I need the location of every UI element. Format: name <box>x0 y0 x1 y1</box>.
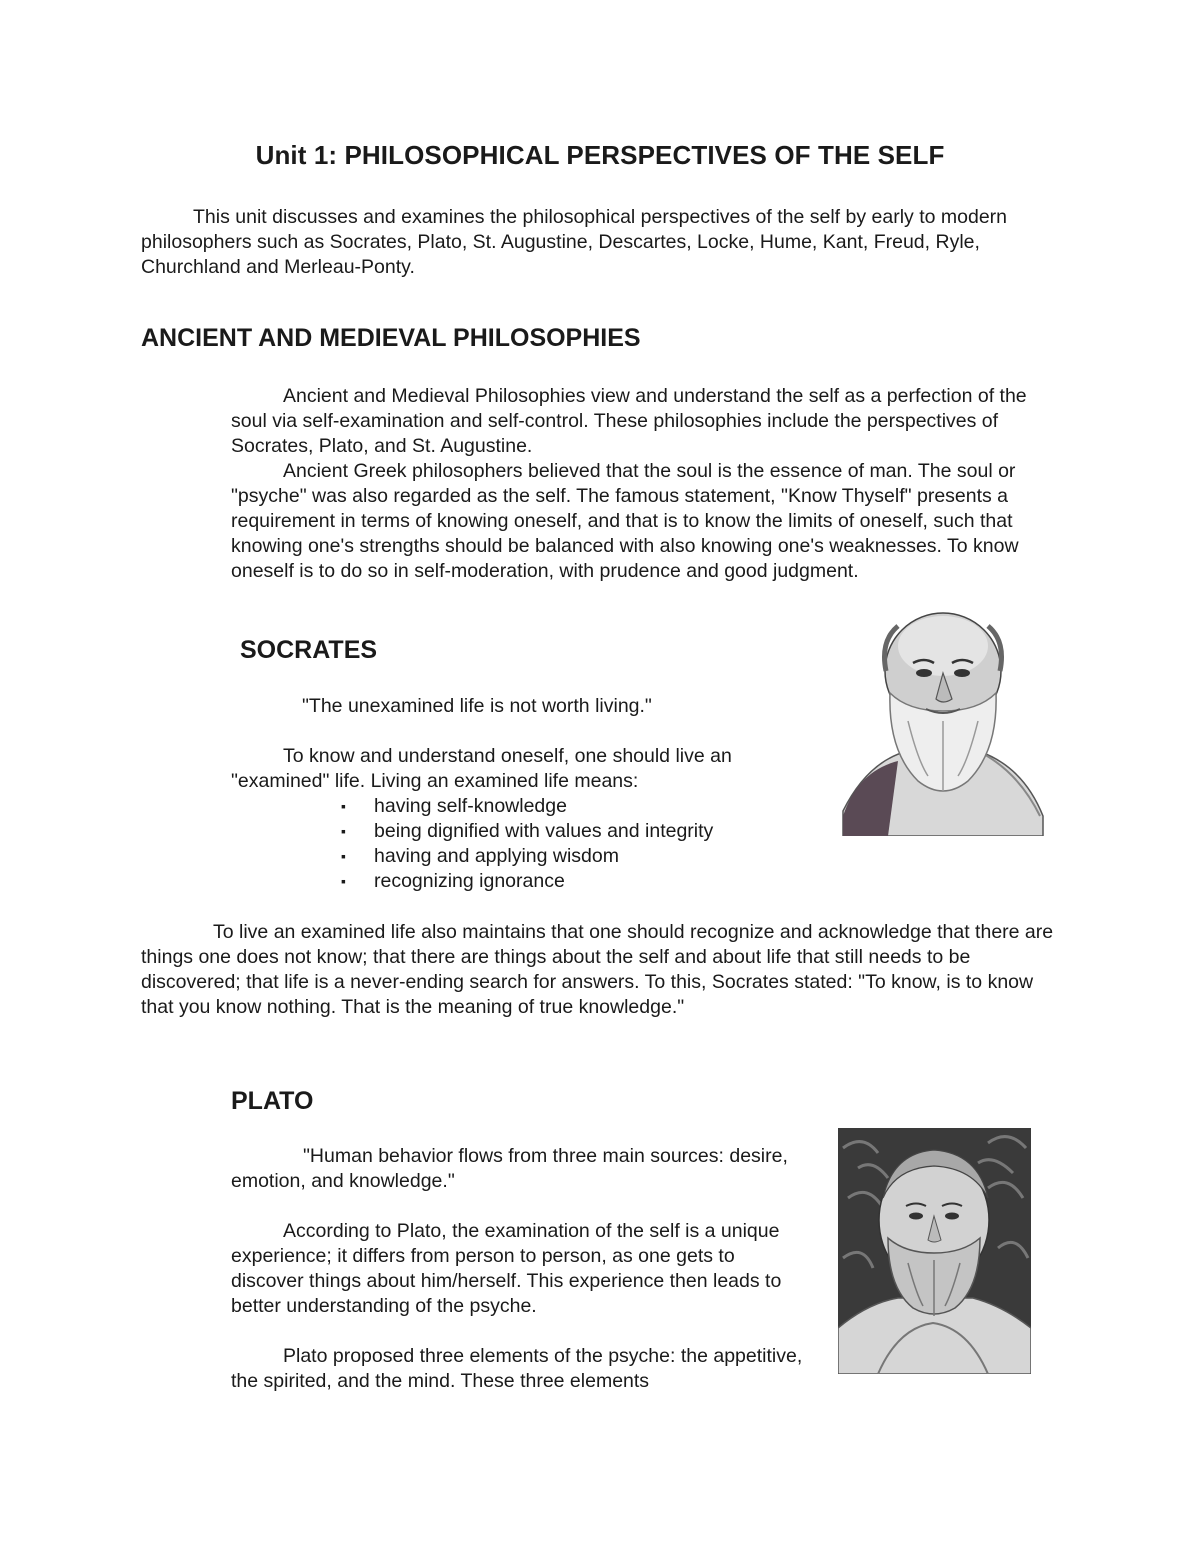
plato-heading: PLATO <box>231 1087 314 1115</box>
bullet-icon: ▪ <box>341 823 346 839</box>
plato-quote: "Human behavior flows from three main sources: desire, emotion, and knowledge." <box>231 1145 788 1192</box>
list-item: ▪ recognizing ignorance <box>341 870 565 892</box>
intro-paragraph: This unit discusses and examines the philosophical perspectives of the self by early to modern philosophers such as Socrates, Plato, St. Augustine, Descartes, Locke, Hume, Kant, Freud, Ryle, Churchland and Merleau-Ponty. <box>141 206 1008 278</box>
socrates-closing-paragraph: To live an examined life also maintains that one should recognize and acknowledge that there are things one does not know; that there are things about the self and about life that still needs to be discovered; that life is a never-ending search for answers. To this, Socrates stated: "To know, is to know that you know nothing. That is the meaning of true knowledge." <box>141 921 1054 1018</box>
bullet-icon: ▪ <box>341 798 346 814</box>
bullet-icon: ▪ <box>341 848 346 864</box>
list-item: ▪ having self-knowledge <box>341 795 567 817</box>
socrates-heading: SOCRATES <box>240 636 378 664</box>
plato-portrait <box>838 1128 1031 1374</box>
list-item: ▪ having and applying wisdom <box>341 845 619 867</box>
section-paragraph-2: Ancient Greek philosophers believed that the soul is the essence of man. The soul or "psyche" was also regarded as the self. The famous statement, "Know Thyself" presents a requirement in terms of knowing oneself, and that is to know the limits of oneself, such that knowing one's strengths should be balanced with also knowing one's weaknesses. To know oneself is to do so in self-moderation, with prudence and good judgment. <box>231 460 1019 582</box>
socrates-bullet-list <box>341 794 874 894</box>
section-paragraph-1: Ancient and Medieval Philosophies view and understand the self as a perfection of the soul via self-examination and self-control. These philosophies include the perspectives of Socrates, Plato, and St. Augustine. <box>231 385 1027 457</box>
socrates-quote: "The unexamined life is not worth living." <box>302 695 652 717</box>
plato-paragraph-2: Plato proposed three elements of the psyche: the appetitive, the spirited, and the mind. These three elements <box>231 1345 803 1392</box>
page-title: Unit 1: PHILOSOPHICAL PERSPECTIVES OF THE SELF <box>255 140 945 170</box>
socrates-paragraph: To know and understand oneself, one should live an "examined" life. Living an examined life means: <box>231 745 732 792</box>
list-item: ▪ being dignified with values and integrity <box>341 820 714 842</box>
bullet-icon: ▪ <box>341 873 346 889</box>
plato-paragraph-1: According to Plato, the examination of the self is a unique experience; it differs from person to person, as one gets to discover things about him/herself. This experience then leads to better understanding of the psyche. <box>231 1220 782 1317</box>
section-heading: ANCIENT AND MEDIEVAL PHILOSOPHIES <box>141 324 641 352</box>
